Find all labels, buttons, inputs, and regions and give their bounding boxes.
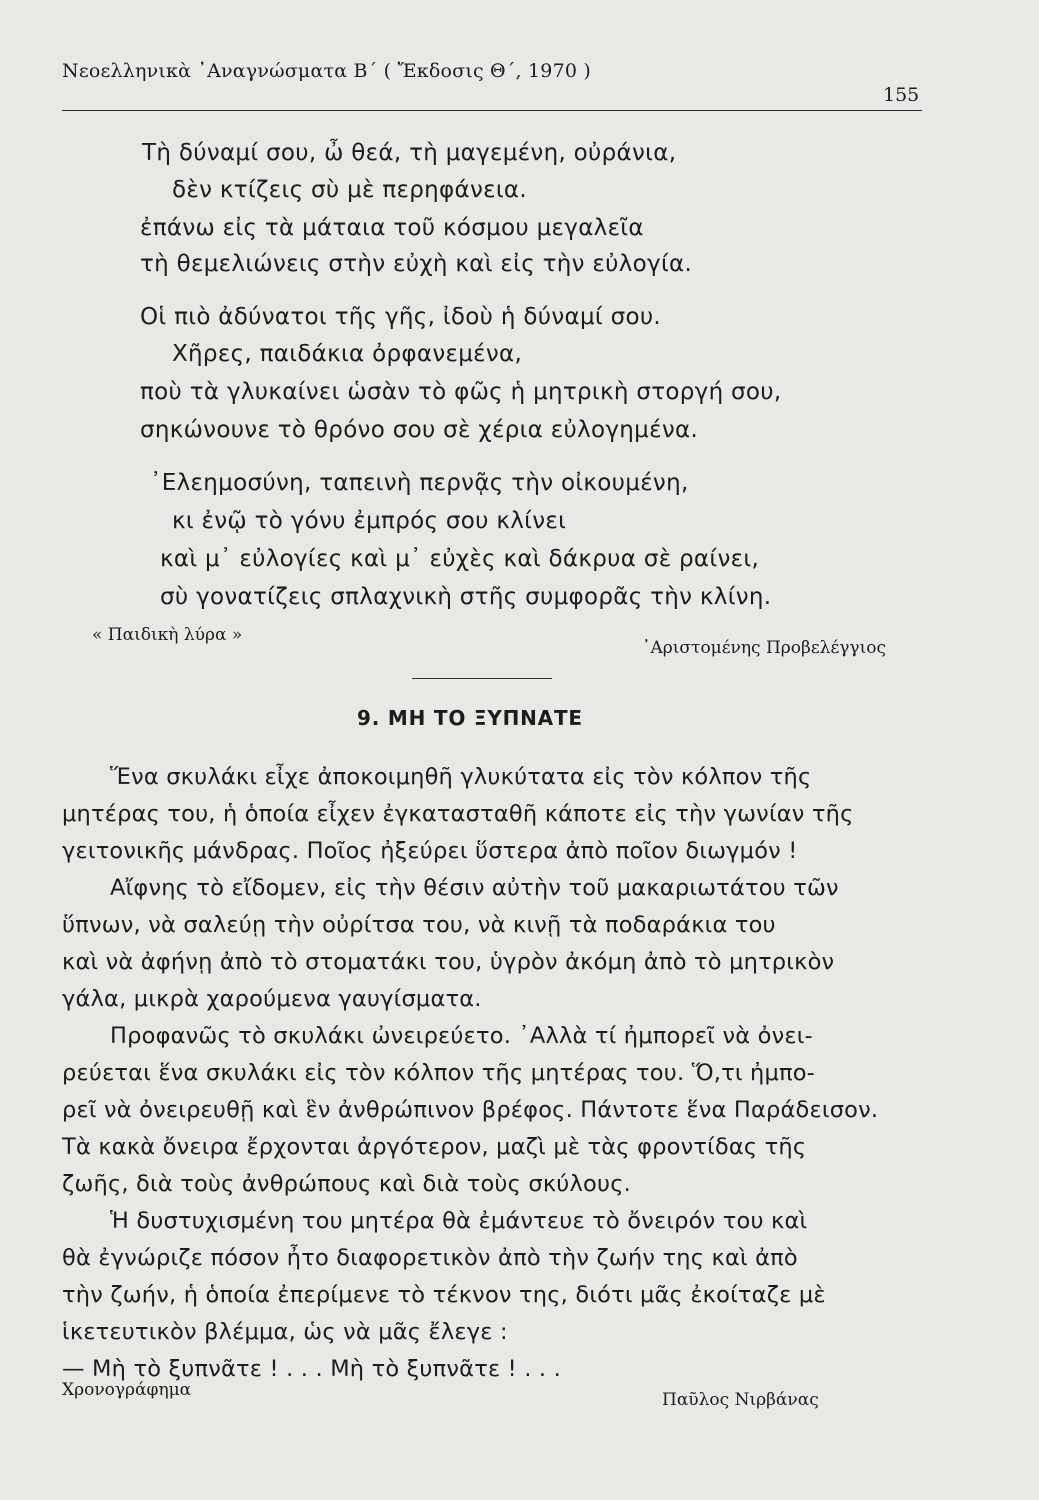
story-line: ἱκετευτικὸν βλέμμα, ὡς νὰ μᾶς ἔλεγε : bbox=[62, 1319, 508, 1345]
poem-line: σηκώνουνε τὸ θρόνο σου σὲ χέρια εὐλογημένα. bbox=[140, 417, 699, 443]
poem-line: καὶ μ᾿ εὐλογίες καὶ μ᾿ εὐχὲς καὶ δάκρυα σὲ ραίνει, bbox=[160, 546, 760, 572]
story-line: καὶ νὰ ἀφήνῃ ἀπὸ τὸ στοματάκι του, ὑγρὸν ἀκόμη ἀπὸ τὸ μητρικὸν bbox=[62, 949, 835, 975]
story-author: Παῦλος Νιρβάνας bbox=[662, 1390, 819, 1410]
story-line: Τὰ κακὰ ὄνειρα ἔρχονται ἀργότερον, μαζὶ μὲ τὰς φροντίδας τῆς bbox=[62, 1134, 807, 1160]
story-line: Προφανῶς τὸ σκυλάκι ὠνειρεύετο. ᾿Αλλὰ τί ἠμπορεῖ νὰ ὀνει- bbox=[110, 1023, 813, 1049]
page-number: 155 bbox=[883, 84, 920, 106]
story-line: ζωῆς, διὰ τοὺς ἀνθρώπους καὶ διὰ τοὺς σκύλους. bbox=[62, 1171, 631, 1197]
story-line: Ἡ δυστυχισμένη του μητέρα θὰ ἐμάντευε τὸ ὄνειρόν του καὶ bbox=[110, 1208, 808, 1234]
poem-line: δὲν κτίζεις σὺ μὲ περηφάνεια. bbox=[172, 177, 527, 203]
poem-line: ποὺ τὰ γλυκαίνει ὡσὰν τὸ φῶς ἡ μητρικὴ στοργή σου, bbox=[140, 379, 782, 405]
section-title: 9. ΜΗ ΤΟ ΞΥΠΝΑΤΕ bbox=[357, 706, 583, 730]
poem-line: κι ἐνῷ τὸ γόνυ ἐμπρός σου κλίνει bbox=[172, 508, 567, 534]
header-rule bbox=[62, 110, 922, 111]
story-line: μητέρας του, ἡ ὁποία εἶχεν ἐγκατασταθῆ κάποτε εἰς τὴν γωνίαν τῆς bbox=[62, 801, 854, 827]
story-line: Αἴφνης τὸ εἴδομεν, εἰς τὴν θέσιν αὐτὴν τοῦ μακαριωτάτου τῶν bbox=[110, 875, 839, 901]
story-line: γειτονικῆς μάνδρας. Ποῖος ἠξεύρει ὕστερα ἀπὸ ποῖον διωγμόν ! bbox=[62, 838, 798, 864]
story-line: θὰ ἐγνώριζε πόσον ἦτο διαφορετικὸν ἀπὸ τὴν ζωήν της καὶ ἀπὸ bbox=[62, 1245, 798, 1271]
poem-line: ἐπάνω εἰς τὰ μάταια τοῦ κόσμου μεγαλεῖα bbox=[140, 215, 644, 241]
poem-line: ᾿Ελεημοσύνη, ταπεινὴ περνᾷς τὴν οἰκουμένη, bbox=[150, 470, 689, 496]
story-line: γάλα, μικρὰ χαρούμενα γαυγίσματα. bbox=[62, 986, 482, 1012]
poem-line: σὺ γονατίζεις σπλαχνικὴ στῆς συμφορᾶς τὴν κλίνη. bbox=[160, 584, 772, 610]
poem-line: τὴ θεμελιώνεις στὴν εὐχὴ καὶ εἰς τὴν εὐλογία. bbox=[140, 251, 693, 277]
running-head: Νεοελληνικὰ ᾿Αναγνώσματα Β΄ ( Ἔκδοσις Θ΄, 1970 ) bbox=[62, 60, 592, 82]
story-line: ὕπνων, νὰ σαλεύῃ τὴν οὐρίτσα του, νὰ κινῇ τὰ ποδαράκια του bbox=[62, 912, 776, 938]
poem-line: Οἱ πιὸ ἀδύνατοι τῆς γῆς, ἰδοὺ ἡ δύναμί σου. bbox=[140, 304, 662, 330]
poem-source: « Παιδικὴ λύρα » bbox=[92, 625, 243, 645]
story-line: Ἕνα σκυλάκι εἶχε ἀποκοιμηθῆ γλυκύτατα εἰς τὸν κόλπον τῆς bbox=[110, 764, 812, 790]
poem-line: Τὴ δύναμί σου, ὦ θεά, τὴ μαγεμένη, οὐράνια, bbox=[142, 140, 677, 166]
section-divider bbox=[412, 678, 552, 679]
story-line: — Μὴ τὸ ξυπνᾶτε ! . . . Μὴ τὸ ξυπνᾶτε ! . . . bbox=[62, 1356, 561, 1382]
story-line: ρεῖ νὰ ὀνειρευθῇ καὶ ἓν ἀνθρώπινον βρέφος. Πάντοτε ἕνα Παράδεισον. bbox=[62, 1097, 879, 1123]
story-line: ρεύεται ἕνα σκυλάκι εἰς τὸν κόλπον τῆς μητέρας του. Ὅ,τι ἠμπο- bbox=[62, 1060, 815, 1086]
story-line: τὴν ζωήν, ἡ ὁποία ἐπερίμενε τὸ τέκνον της, διότι μᾶς ἐκοίταζε μὲ bbox=[62, 1282, 826, 1308]
story-source: Χρονογράφημα bbox=[62, 1380, 192, 1400]
poem-author: ᾿Αριστομένης Προβελέγγιος bbox=[642, 638, 886, 658]
poem-line: Χῆρες, παιδάκια ὀρφανεμένα, bbox=[172, 341, 523, 367]
